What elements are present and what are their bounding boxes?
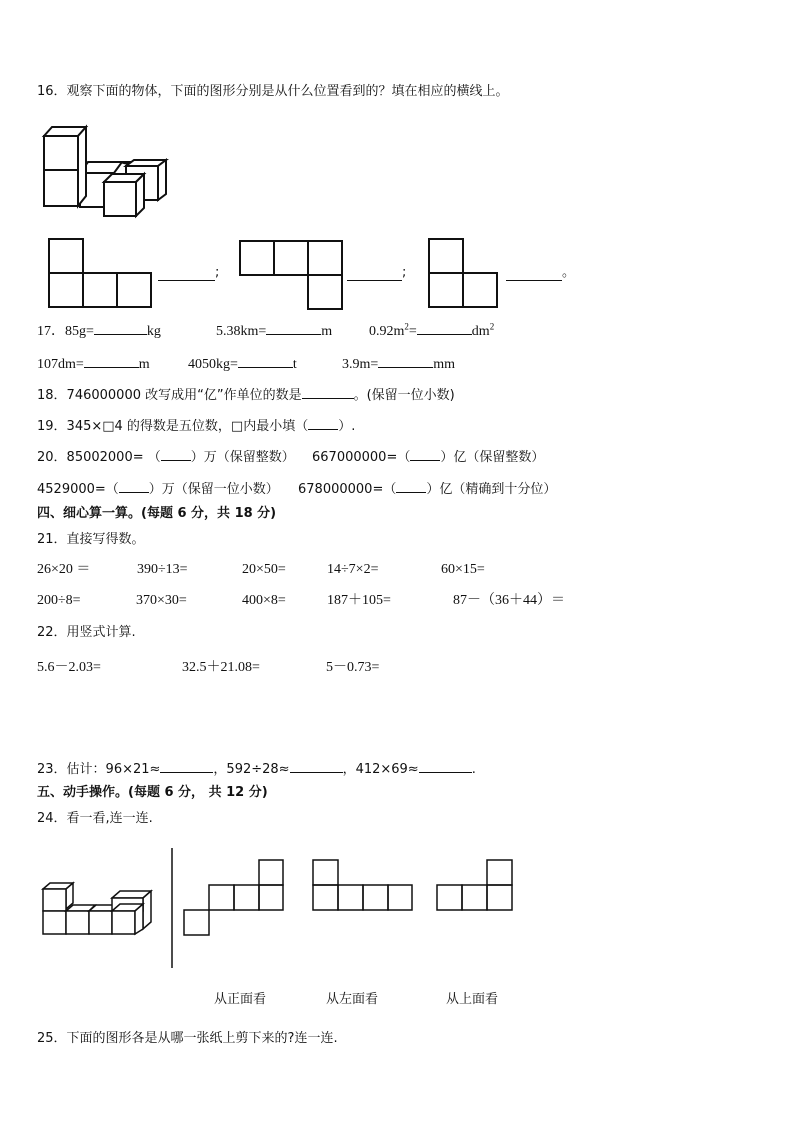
q21-r2-c3: 400×8= — [242, 593, 286, 608]
q21-r2-c4: 187＋105= — [327, 593, 391, 608]
q21-r1-c5: 60×15= — [441, 562, 485, 577]
q24-view-2 — [312, 859, 414, 912]
q21-title: 21．直接写得数。 — [37, 532, 145, 547]
q24-label-left: 从左面看 — [326, 992, 379, 1007]
q16-answer-blank-3[interactable] — [506, 268, 562, 281]
q16-sep-3: 。 — [562, 265, 576, 280]
q17-blank-3[interactable] — [417, 322, 472, 335]
q16-view-2 — [239, 240, 343, 310]
q21-r1-c2: 390÷13= — [137, 562, 188, 577]
q25-title: 25．下面的图形各是从哪一张纸上剪下来的?连一连. — [37, 1031, 338, 1046]
q22-item-2: 32.5＋21.08= — [182, 660, 260, 675]
q20-blank-1[interactable] — [161, 448, 191, 461]
q21-r1-c1: 26×20 ＝ — [37, 562, 91, 577]
q17-blank-5[interactable] — [238, 355, 293, 368]
q16-text: 16．观察下面的物体，下面的图形分别是从什么位置看到的？填在相应的横线上。 — [37, 84, 509, 99]
q23-line: 23．估计：96×21≈ ，592÷28≈ ，412×69≈ . — [37, 762, 476, 777]
q17-item-3: $0.92m^2= dm^2$ — [369, 321, 495, 339]
q18-line: 18．746000000 改写成用“亿”作单位的数是 。(保留一位小数) — [37, 388, 455, 403]
q17-num: 17． — [37, 324, 65, 339]
q20-item-2: 667000000=（ ）亿（保留整数） — [312, 450, 545, 465]
q22-title: 22．用竖式计算. — [37, 625, 136, 640]
q17-item-4: 107dm= m — [37, 357, 150, 372]
q24-divider — [170, 848, 174, 970]
q17-blank-6[interactable] — [378, 355, 433, 368]
q22-item-1: 5.6－2.03= — [37, 660, 101, 675]
q16-answer-blank-1[interactable] — [158, 268, 215, 281]
q20-item-4: 678000000=（ ）亿（精确到十分位） — [298, 482, 557, 497]
q23-blank-2[interactable] — [290, 760, 343, 773]
q16-sep-1: ; — [215, 265, 220, 280]
q24-label-top: 从上面看 — [446, 992, 499, 1007]
q24-label-front: 从正面看 — [214, 992, 267, 1007]
section-4-heading: 四、细心算一算。(每题 6 分，共 18 分) — [37, 506, 277, 521]
q17-blank-2[interactable] — [266, 322, 321, 335]
q21-r2-c1: 200÷8= — [37, 593, 81, 608]
q24-title: 24．看一看,连一连. — [37, 811, 153, 826]
q17-item-1: 17．85g= kg — [37, 324, 161, 339]
q16-cube-object — [40, 122, 165, 222]
q17-item-6: 3.9m= mm — [342, 357, 456, 372]
q17-item-2: 5.38km= m — [216, 324, 333, 339]
q17-item-5: 4050kg= t — [188, 357, 297, 372]
q24-view-3 — [436, 859, 514, 912]
section-5-heading: 五、动手操作。(每题 6 分， 共 12 分) — [37, 785, 268, 800]
q16-answer-blank-2[interactable] — [347, 268, 402, 281]
q19-line: 19．345×□4 的得数是五位数，□内最小填（ ）. — [37, 419, 356, 434]
q23-blank-3[interactable] — [419, 760, 472, 773]
q18-blank[interactable] — [302, 386, 354, 399]
q16-view-1 — [48, 238, 152, 308]
q23-blank-1[interactable] — [160, 760, 213, 773]
q21-r2-c5: 87－（36＋44）＝ — [453, 593, 565, 608]
q24-cube-object — [42, 882, 154, 938]
q20-blank-3[interactable] — [119, 480, 149, 493]
q17-blank-4[interactable] — [84, 355, 139, 368]
q20-item-3: 4529000=（ ）万（保留一位小数） — [37, 482, 279, 497]
q16-sep-2: ; — [402, 265, 407, 280]
q22-item-3: 5－0.73= — [326, 660, 380, 675]
q21-r1-c3: 20×50= — [242, 562, 286, 577]
q20-blank-4[interactable] — [396, 480, 426, 493]
q21-r2-c2: 370×30= — [136, 593, 187, 608]
q16-view-3 — [428, 238, 498, 308]
q24-view-1 — [183, 859, 285, 937]
q17-blank-1[interactable] — [94, 322, 147, 335]
q21-r1-c4: 14÷7×2= — [327, 562, 379, 577]
q20-item-1: 20．85002000= （ ）万（保留整数） — [37, 450, 295, 465]
q20-blank-2[interactable] — [410, 448, 440, 461]
q19-blank[interactable] — [308, 417, 338, 430]
